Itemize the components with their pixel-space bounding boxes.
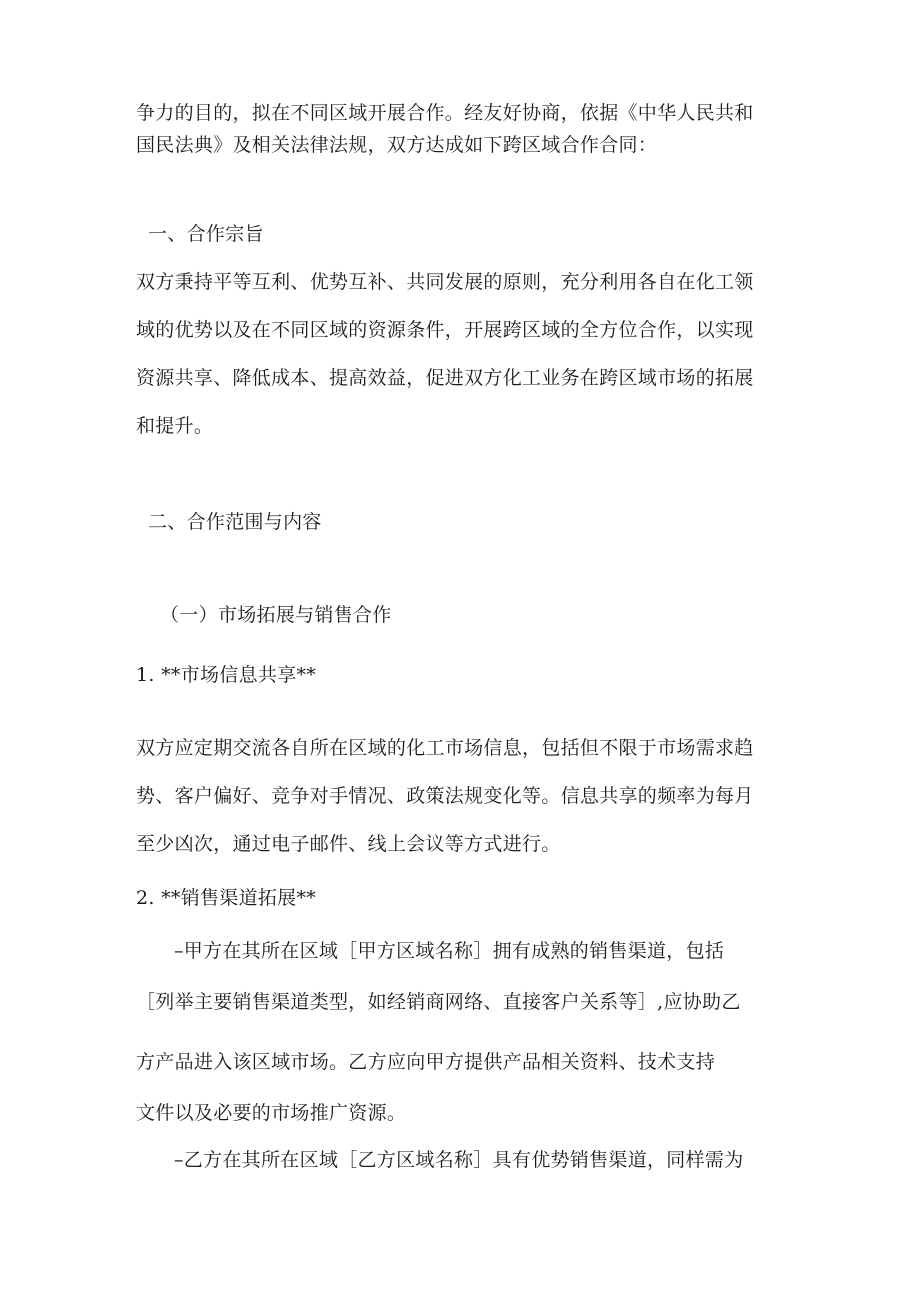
intro-line-2: 国民法典》及相关法律法规，双方达成如下跨区域合作合同： <box>136 134 658 156</box>
item-2-body-line-3: 方产品进入该区域市场。乙方应向甲方提供产品相关资料、技术支持 <box>136 1051 716 1073</box>
item-2-body-line-4: 文件以及必要的市场推广资源。 <box>136 1102 407 1124</box>
item-2-body-line-2: ［列举主要销售渠道类型，如经销商网络、直接客户关系等］,应协助乙 <box>136 991 741 1013</box>
item-1-body-line-3: 至少凶次，通过电子邮件、线上会议等方式进行。 <box>136 833 561 855</box>
section-1-body-line-3: 资源共享、降低成本、提高效益，促进双方化工业务在跨区域市场的拓展 <box>136 367 754 389</box>
section-1-body-line-4: 和提升。 <box>136 415 214 437</box>
item-1-body-line-1: 双方应定期交流各自所在区域的化工市场信息，包括但不限于市场需求趋 <box>136 737 754 759</box>
item-2-body-line-1: –甲方在其所在区域［甲方区域名称］拥有成熟的销售渠道，包括 <box>174 940 725 962</box>
item-2-body-line-5: –乙方在其所在区域［乙方区域名称］具有优势销售渠道，同样需为 <box>174 1149 744 1171</box>
item-2-title: 2. **销售渠道拓展** <box>136 887 317 909</box>
section-2-heading: 二、合作范围与内容 <box>148 511 322 533</box>
item-1-body-line-2: 势、客户偏好、竞争对手情况、政策法规变化等。信息共享的频率为每月 <box>136 785 754 807</box>
section-1-body-line-1: 双方秉持平等互利、优势互补、共同发展的原则，充分利用各自在化工领 <box>136 271 754 293</box>
section-2-subheading: （一）市场拓展与销售合作 <box>160 604 392 626</box>
item-1-title: 1. **市场信息共享** <box>136 664 317 686</box>
section-1-body-line-2: 域的优势以及在不同区域的资源条件，开展跨区域的全方位合作，以实现 <box>136 319 754 341</box>
intro-line-1: 争力的目的，拟在不同区域开展合作。经友好协商，依据《中华人民共和 <box>136 102 754 124</box>
section-1-heading: 一、合作宗旨 <box>148 223 264 245</box>
